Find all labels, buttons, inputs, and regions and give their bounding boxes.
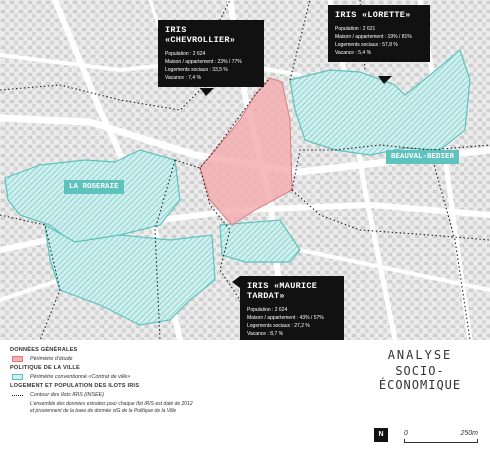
legend [10, 344, 340, 415]
legend-section-general: DONNÉES GÉNÉRALES [10, 347, 78, 353]
legend-label: Contour des Ilots IRIS (INSEE) [30, 392, 104, 398]
iris-contour-swatch [12, 395, 23, 396]
callout-lorette[interactable] [328, 5, 430, 62]
legend-item-study-perimeter [12, 356, 340, 362]
callout-row: Population : 2 624 [247, 307, 288, 313]
contract-perimeter-swatch [12, 374, 23, 380]
legend-section-housing: LOGEMENT ET POPULATION DES ILOTS IRIS [10, 383, 140, 389]
north-arrow-icon: N [374, 428, 388, 442]
callout-row: Vacance : 7,4 % [165, 75, 202, 81]
study-perimeter-swatch [12, 356, 23, 362]
legend-note: L’ensemble des données extraites pour chaque Ilot IRIS est daté de 2012 [30, 401, 193, 407]
callout-row: Logements sociaux : 57,8 % [335, 42, 398, 48]
legend-item-iris-contour [12, 392, 340, 398]
callout-maurice-tardat[interactable] [240, 276, 344, 340]
label-beauval-bedier: BEAUVAL-BEDIER [386, 150, 459, 164]
callout-title: IRIS «MAURICE TARDAT» [247, 281, 318, 301]
page-title [355, 348, 485, 392]
scale-end-label: 250m [460, 430, 478, 437]
legend-item-contract-perimeter [12, 374, 340, 380]
legend-label: Périmètre conventionné «Contrat de ville» [30, 374, 131, 380]
title-line-2: SOCIO-ÉCONOMIQUE [378, 364, 462, 392]
callout-row: Population : 2 624 [165, 51, 206, 57]
callout-row: Population : 2 621 [335, 26, 376, 32]
callout-row: Vacance : 5,4 % [335, 50, 372, 56]
callout-row: Maison / appartement : 23% / 77% [165, 59, 242, 65]
callout-row: Maison / appartement : 19% / 81% [335, 34, 412, 40]
callout-chevrollier[interactable] [158, 20, 264, 87]
legend-note: et proviennent de la base de donnée sIG de la Politique de la Ville [30, 408, 177, 414]
callout-row: Logements sociaux : 27,2 % [247, 323, 310, 329]
legend-label: Périmètre d’étude [30, 356, 73, 362]
scale-bar [404, 430, 478, 443]
legend-section-city-policy: POLITIQUE DE LA VILLE [10, 365, 80, 371]
callout-row: Vacance : 8,7 % [247, 331, 284, 337]
scale-start-label: 0 [404, 430, 408, 437]
scale-bar-line [404, 439, 478, 443]
title-line-1: ANALYSE [387, 348, 453, 362]
callout-title: IRIS «LORETTE» [335, 10, 411, 20]
label-la-roseraie: LA ROSERAIE [64, 180, 124, 194]
callout-row: Maison / appartement : 43% / 57% [247, 315, 324, 321]
callout-title: IRIS «CHEVROLLIER» [165, 25, 236, 45]
callout-row: Logements sociaux : 33,5 % [165, 67, 228, 73]
